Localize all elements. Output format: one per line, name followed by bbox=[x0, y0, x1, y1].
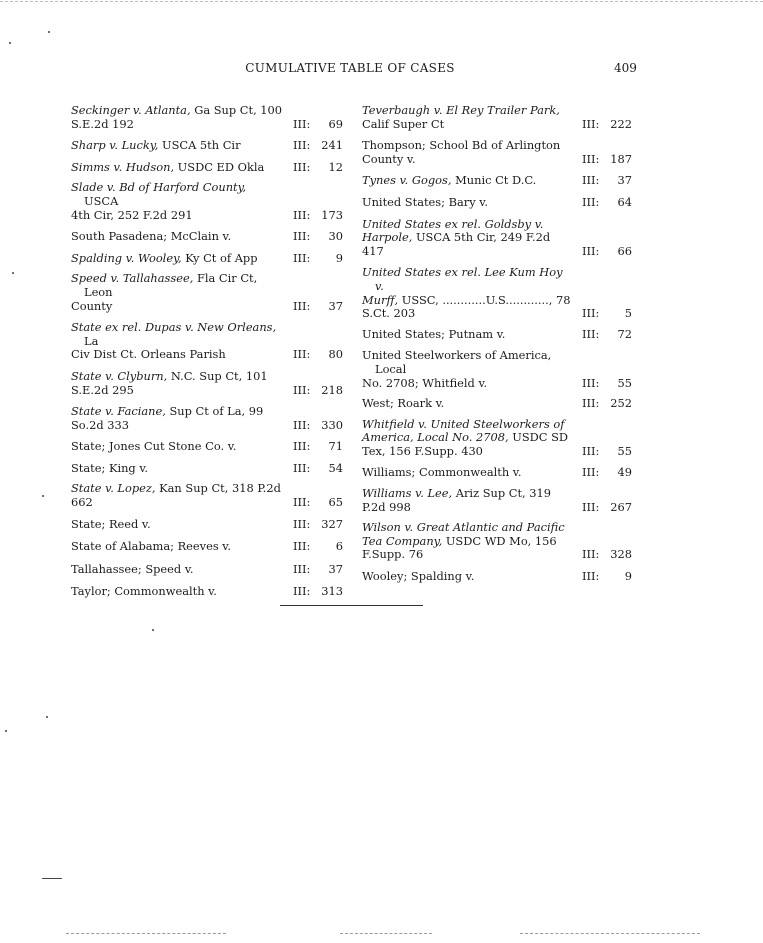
citation-text: S.E.2d 295 bbox=[71, 382, 134, 397]
case-entry bbox=[71, 139, 343, 153]
case-citation-line bbox=[362, 307, 572, 321]
case-name: Tea Company, bbox=[362, 533, 443, 548]
citation-text: South Pasadena; McClain v. bbox=[71, 229, 232, 244]
case-name: State v. Lopez, bbox=[71, 481, 156, 496]
case-citation bbox=[362, 349, 572, 390]
case-entry bbox=[71, 440, 343, 454]
volume-label: III: bbox=[293, 298, 311, 313]
volume-label: III: bbox=[293, 159, 311, 174]
case-entry bbox=[71, 321, 343, 362]
volume-page-reference bbox=[293, 585, 343, 599]
citation-text: USCA 5th Cir bbox=[158, 138, 241, 153]
case-citation bbox=[362, 466, 572, 480]
end-of-table-rule bbox=[280, 605, 423, 606]
case-entry bbox=[362, 196, 632, 210]
volume-page-reference bbox=[293, 300, 343, 314]
volume-label: III: bbox=[582, 306, 600, 321]
volume-page-reference bbox=[293, 252, 343, 266]
case-citation-line bbox=[71, 209, 283, 223]
volume-label: III: bbox=[293, 584, 311, 599]
page-ref: 37 bbox=[328, 298, 343, 313]
volume-page-reference bbox=[293, 440, 343, 454]
case-citation-line bbox=[362, 245, 572, 259]
volume-label: III: bbox=[293, 460, 311, 475]
page-ref: 218 bbox=[321, 382, 343, 397]
volume-label: III: bbox=[582, 173, 600, 188]
case-citation bbox=[71, 563, 283, 577]
case-name: Simms v. Hudson, bbox=[71, 159, 175, 174]
case-citation-line bbox=[71, 272, 283, 299]
volume-label: III: bbox=[582, 243, 600, 258]
page-ref: 187 bbox=[610, 151, 632, 166]
case-entry bbox=[362, 397, 632, 411]
case-citation-line bbox=[71, 321, 283, 348]
case-citation-line bbox=[71, 104, 283, 118]
citation-text: Fla Cir Ct, Leon bbox=[84, 271, 258, 299]
case-citation-line bbox=[362, 231, 572, 245]
case-citation-line bbox=[362, 445, 572, 459]
case-citation bbox=[71, 518, 283, 532]
case-citation bbox=[362, 218, 572, 259]
page-ref: 80 bbox=[328, 347, 343, 362]
citation-text: USCA 5th Cir, 249 F.2d bbox=[412, 230, 551, 245]
case-citation bbox=[362, 397, 572, 411]
citation-text: State; King v. bbox=[71, 460, 149, 475]
page-ref: 9 bbox=[624, 569, 632, 584]
case-citation-line bbox=[362, 174, 572, 188]
volume-page-reference bbox=[582, 466, 632, 480]
case-citation bbox=[362, 139, 572, 166]
case-citation-line bbox=[71, 384, 283, 398]
case-citation-line bbox=[362, 153, 572, 167]
case-citation bbox=[362, 104, 572, 131]
citation-text: USCA bbox=[84, 193, 119, 208]
citation-text: USSC, ............U.S............, 78 bbox=[398, 292, 571, 307]
case-entry bbox=[71, 230, 343, 244]
case-name: Murff, bbox=[362, 292, 399, 307]
case-citation-line bbox=[71, 370, 283, 384]
right-column-case-list bbox=[362, 104, 632, 584]
scan-speck bbox=[152, 629, 154, 631]
case-citation-line bbox=[362, 570, 572, 584]
case-citation bbox=[71, 585, 283, 599]
case-citation-line bbox=[71, 462, 283, 476]
citation-text: State of Alabama; Reeves v. bbox=[71, 539, 232, 554]
volume-label: III: bbox=[293, 207, 311, 222]
case-entry bbox=[71, 462, 343, 476]
case-citation-line bbox=[71, 139, 283, 153]
scan-speck bbox=[5, 730, 7, 732]
case-name: Whitfield v. United Steelworkers of bbox=[362, 416, 565, 431]
volume-page-reference bbox=[293, 118, 343, 132]
case-citation-line bbox=[71, 348, 283, 362]
case-name: Sharp v. Lucky, bbox=[71, 138, 159, 153]
page-edge-dots bbox=[0, 1, 763, 2]
case-citation bbox=[362, 266, 572, 320]
volume-label: III: bbox=[293, 250, 311, 265]
citation-text: State; Reed v. bbox=[71, 516, 151, 531]
page-ref: 37 bbox=[328, 561, 343, 576]
citation-text: Calif Super Ct bbox=[362, 116, 445, 131]
case-citation-line bbox=[71, 161, 283, 175]
case-name: Speed v. Tallahassee, bbox=[71, 271, 194, 286]
page-ref: 66 bbox=[617, 243, 632, 258]
case-citation-line bbox=[362, 139, 572, 153]
page-ref: 313 bbox=[321, 584, 343, 599]
case-name: State ex rel. Dupas v. New Orleans, bbox=[71, 320, 277, 335]
case-citation-line bbox=[71, 563, 283, 577]
citation-text: USDC SD bbox=[508, 430, 569, 445]
case-citation-line bbox=[362, 104, 572, 118]
case-citation bbox=[362, 196, 572, 210]
case-entry bbox=[362, 521, 632, 562]
page-ref: 54 bbox=[328, 460, 343, 475]
citation-text: S.Ct. 203 bbox=[362, 306, 416, 321]
case-citation-line bbox=[362, 548, 572, 562]
volume-label: III: bbox=[582, 547, 600, 562]
case-entry bbox=[362, 139, 632, 166]
volume-page-reference bbox=[582, 174, 632, 188]
volume-page-reference bbox=[582, 328, 632, 342]
case-citation bbox=[71, 405, 283, 432]
case-citation-line bbox=[362, 418, 572, 432]
case-name: State v. Faciane, bbox=[71, 404, 166, 419]
case-citation-line bbox=[362, 487, 572, 501]
citation-text: Kan Sup Ct, 318 P.2d bbox=[155, 481, 281, 496]
volume-page-reference bbox=[293, 518, 343, 532]
case-citation bbox=[71, 230, 283, 244]
citation-text: No. 2708; Whitfield v. bbox=[362, 375, 488, 390]
volume-label: III: bbox=[293, 495, 311, 510]
case-entry bbox=[362, 174, 632, 188]
volume-label: III: bbox=[582, 375, 600, 390]
case-entry bbox=[362, 349, 632, 390]
citation-text: S.E.2d 192 bbox=[71, 116, 134, 131]
case-citation-line bbox=[362, 294, 572, 308]
case-citation bbox=[71, 482, 283, 509]
case-entry bbox=[362, 218, 632, 259]
volume-page-reference bbox=[582, 548, 632, 562]
volume-page-reference bbox=[293, 496, 343, 510]
page-bottom-dots bbox=[520, 933, 700, 934]
case-citation bbox=[362, 521, 572, 562]
volume-page-reference bbox=[582, 307, 632, 321]
page-ref: 267 bbox=[610, 499, 632, 514]
case-entry bbox=[362, 418, 632, 459]
case-citation bbox=[71, 540, 283, 554]
case-citation bbox=[71, 181, 283, 222]
volume-label: III: bbox=[582, 569, 600, 584]
case-citation-line bbox=[362, 218, 572, 232]
case-citation-line bbox=[362, 535, 572, 549]
volume-label: III: bbox=[582, 443, 600, 458]
volume-label: III: bbox=[293, 417, 311, 432]
case-name: Seckinger v. Atlanta, bbox=[71, 103, 191, 117]
volume-label: III: bbox=[582, 499, 600, 514]
case-citation-line bbox=[71, 230, 283, 244]
case-name: America, Local No. 2708, bbox=[362, 430, 509, 445]
case-citation-line bbox=[71, 440, 283, 454]
volume-page-reference bbox=[582, 397, 632, 411]
case-entry bbox=[71, 540, 343, 554]
left-column-case-list bbox=[71, 104, 343, 599]
volume-label: III: bbox=[293, 138, 311, 153]
page-bottom-dots bbox=[340, 933, 432, 934]
volume-page-reference bbox=[582, 501, 632, 515]
volume-label: III: bbox=[293, 116, 311, 131]
citation-text: Tallahassee; Speed v. bbox=[71, 561, 194, 576]
case-citation-line bbox=[362, 466, 572, 480]
case-citation bbox=[71, 370, 283, 397]
volume-label: III: bbox=[293, 347, 311, 362]
citation-text: Ky Ct of App bbox=[181, 250, 258, 265]
case-entry bbox=[362, 466, 632, 480]
citation-text: Sup Ct of La, 99 bbox=[165, 404, 264, 419]
volume-label: III: bbox=[582, 465, 600, 480]
case-citation bbox=[362, 174, 572, 188]
citation-text: F.Supp. 76 bbox=[362, 547, 424, 562]
page-ref: 64 bbox=[617, 194, 632, 209]
case-citation-line bbox=[362, 431, 572, 445]
volume-page-reference bbox=[293, 209, 343, 223]
volume-label: III: bbox=[582, 116, 600, 131]
page-ref: 9 bbox=[335, 250, 343, 265]
citation-text: So.2d 333 bbox=[71, 417, 129, 432]
case-citation bbox=[71, 272, 283, 313]
case-citation-line bbox=[71, 181, 283, 208]
page-ref: 49 bbox=[617, 465, 632, 480]
page-ref: 12 bbox=[328, 159, 343, 174]
case-entry bbox=[362, 570, 632, 584]
case-entry bbox=[71, 161, 343, 175]
volume-label: III: bbox=[293, 382, 311, 397]
scan-speck bbox=[9, 42, 11, 44]
case-citation bbox=[362, 418, 572, 459]
case-entry bbox=[362, 266, 632, 320]
volume-page-reference bbox=[293, 161, 343, 175]
volume-label: III: bbox=[293, 539, 311, 554]
case-citation-line bbox=[362, 118, 572, 132]
citation-text: USDC WD Mo, 156 bbox=[442, 533, 557, 548]
page-number: 409 bbox=[614, 61, 637, 75]
case-entry bbox=[71, 370, 343, 397]
case-citation bbox=[71, 252, 283, 266]
citation-text: La bbox=[84, 333, 99, 348]
citation-text: Tex, 156 F.Supp. 430 bbox=[362, 443, 483, 458]
case-citation-line bbox=[71, 496, 283, 510]
page-bottom-dots bbox=[66, 933, 226, 934]
citation-text: Thompson; School Bd of Arlington bbox=[362, 138, 561, 153]
volume-label: III: bbox=[582, 194, 600, 209]
case-citation-line bbox=[362, 377, 572, 391]
case-entry bbox=[71, 518, 343, 532]
citation-text: County bbox=[71, 298, 113, 313]
citation-text: United States; Bary v. bbox=[362, 194, 488, 209]
case-entry bbox=[71, 252, 343, 266]
case-citation bbox=[71, 139, 283, 153]
citation-text: N.C. Sup Ct, 101 bbox=[167, 368, 268, 383]
volume-page-reference bbox=[293, 139, 343, 153]
citation-text: USDC ED Okla bbox=[174, 159, 265, 174]
citation-text: Civ Dist Ct. Orleans Parish bbox=[71, 347, 226, 362]
volume-page-reference bbox=[582, 570, 632, 584]
case-entry bbox=[362, 104, 632, 131]
case-citation-line bbox=[71, 300, 283, 314]
case-citation bbox=[71, 440, 283, 454]
page-ref: 55 bbox=[617, 375, 632, 390]
case-citation bbox=[362, 570, 572, 584]
case-citation-line bbox=[71, 405, 283, 419]
page-ref: 252 bbox=[610, 396, 632, 411]
volume-label: III: bbox=[582, 326, 600, 341]
case-name: Harpole, bbox=[362, 230, 413, 245]
case-citation-line bbox=[362, 328, 572, 342]
page-ref: 5 bbox=[624, 306, 632, 321]
citation-text: Ariz Sup Ct, 319 bbox=[452, 486, 552, 501]
volume-page-reference bbox=[293, 563, 343, 577]
case-citation bbox=[71, 321, 283, 362]
page-ref: 72 bbox=[617, 326, 632, 341]
case-citation-line bbox=[71, 540, 283, 554]
case-entry bbox=[362, 487, 632, 514]
case-entry bbox=[71, 104, 343, 131]
page-ref: 327 bbox=[321, 516, 343, 531]
citation-text: Ga Sup Ct, 100 bbox=[190, 103, 283, 117]
page-ref: 55 bbox=[617, 443, 632, 458]
case-citation bbox=[71, 104, 283, 131]
case-name: Spalding v. Wooley, bbox=[71, 250, 182, 265]
page-ref: 65 bbox=[328, 495, 343, 510]
volume-label: III: bbox=[293, 439, 311, 454]
volume-label: III: bbox=[582, 151, 600, 166]
case-entry bbox=[71, 585, 343, 599]
citation-text: 662 bbox=[71, 495, 93, 510]
case-citation bbox=[362, 328, 572, 342]
case-citation bbox=[362, 487, 572, 514]
case-name: Tynes v. Gogos, bbox=[362, 173, 452, 188]
page-ref: 222 bbox=[610, 116, 632, 131]
citation-text: West; Roark v. bbox=[362, 396, 445, 411]
volume-page-reference bbox=[582, 245, 632, 259]
page-ref: 37 bbox=[617, 173, 632, 188]
volume-page-reference bbox=[582, 445, 632, 459]
case-entry bbox=[71, 563, 343, 577]
volume-page-reference bbox=[582, 377, 632, 391]
volume-label: III: bbox=[582, 396, 600, 411]
case-citation-line bbox=[71, 419, 283, 433]
case-citation bbox=[71, 462, 283, 476]
case-citation-line bbox=[362, 349, 572, 376]
case-citation-line bbox=[362, 521, 572, 535]
volume-page-reference bbox=[293, 384, 343, 398]
running-header-title: CUMULATIVE TABLE OF CASES bbox=[245, 61, 455, 75]
page-ref: 328 bbox=[610, 547, 632, 562]
citation-text: Munic Ct D.C. bbox=[451, 173, 537, 188]
citation-text: Williams; Commonwealth v. bbox=[362, 465, 522, 480]
volume-page-reference bbox=[582, 196, 632, 210]
case-citation-line bbox=[362, 266, 572, 293]
citation-text: P.2d 998 bbox=[362, 499, 411, 514]
scan-speck bbox=[12, 272, 14, 274]
volume-page-reference bbox=[293, 540, 343, 554]
case-entry bbox=[71, 272, 343, 313]
case-entry bbox=[71, 405, 343, 432]
volume-label: III: bbox=[293, 229, 311, 244]
case-entry bbox=[362, 328, 632, 342]
volume-label: III: bbox=[293, 561, 311, 576]
page-ref: 241 bbox=[321, 138, 343, 153]
case-name: State v. Clyburn, bbox=[71, 368, 168, 383]
case-name: Slade v. Bd of Harford County, bbox=[71, 180, 247, 195]
citation-text: Taylor; Commonwealth v. bbox=[71, 584, 217, 599]
citation-text: County v. bbox=[362, 151, 416, 166]
case-name: United States ex rel. Goldsby v. bbox=[362, 216, 544, 231]
case-name: Wilson v. Great Atlantic and Pacific bbox=[362, 520, 565, 535]
citation-text: United Steelworkers of America, Local bbox=[362, 348, 552, 376]
volume-label: III: bbox=[293, 516, 311, 531]
page-ref: 30 bbox=[328, 229, 343, 244]
scan-speck bbox=[48, 31, 50, 33]
volume-page-reference bbox=[293, 348, 343, 362]
citation-text: State; Jones Cut Stone Co. v. bbox=[71, 439, 237, 454]
case-name: Teverbaugh v. El Rey Trailer Park, bbox=[362, 103, 560, 117]
case-citation-line bbox=[71, 585, 283, 599]
citation-text: United States; Putnam v. bbox=[362, 326, 506, 341]
case-name: Williams v. Lee, bbox=[362, 486, 453, 501]
volume-page-reference bbox=[582, 153, 632, 167]
page-ref: 71 bbox=[328, 439, 343, 454]
page-ref: 6 bbox=[335, 539, 343, 554]
citation-text: 4th Cir, 252 F.2d 291 bbox=[71, 207, 193, 222]
case-citation-line bbox=[71, 252, 283, 266]
case-entry bbox=[71, 482, 343, 509]
case-citation bbox=[71, 161, 283, 175]
case-citation-line bbox=[71, 482, 283, 496]
page-ref: 330 bbox=[321, 417, 343, 432]
citation-text: 417 bbox=[362, 243, 384, 258]
scan-speck bbox=[42, 878, 62, 879]
page-ref: 173 bbox=[321, 207, 343, 222]
volume-page-reference bbox=[293, 419, 343, 433]
volume-page-reference bbox=[582, 118, 632, 132]
citation-text: Wooley; Spalding v. bbox=[362, 569, 475, 584]
volume-page-reference bbox=[293, 230, 343, 244]
case-citation-line bbox=[71, 118, 283, 132]
volume-page-reference bbox=[293, 462, 343, 476]
scan-speck bbox=[42, 495, 44, 497]
scan-speck bbox=[46, 716, 48, 718]
case-citation-line bbox=[362, 397, 572, 411]
case-citation-line bbox=[71, 518, 283, 532]
case-citation-line bbox=[362, 196, 572, 210]
page-ref: 69 bbox=[328, 116, 343, 131]
case-citation-line bbox=[362, 501, 572, 515]
case-name: United States ex rel. Lee Kum Hoy v. bbox=[362, 265, 563, 293]
case-entry bbox=[71, 181, 343, 222]
